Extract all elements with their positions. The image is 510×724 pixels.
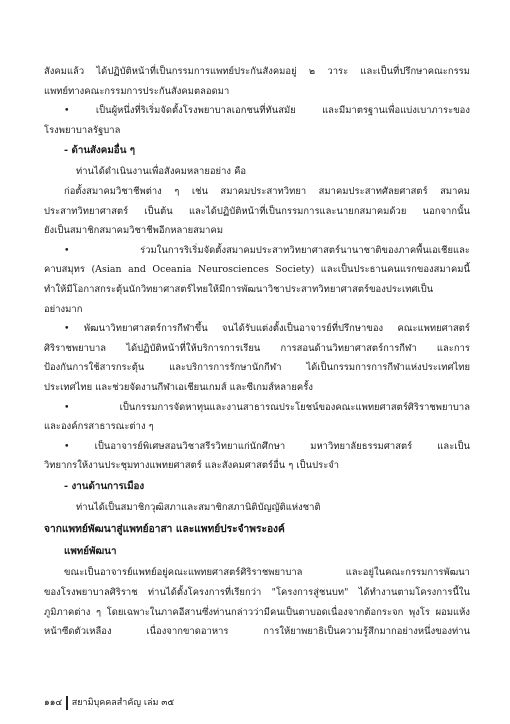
body-text-line: ป้องกันการใช้สารกระตุ้น และบริการการรักษานักกีฬา ได้เป็นกรรมการการกีฬาแห่งประเทศไทย (44, 362, 470, 374)
page-number: ๑๑๔ (44, 698, 63, 708)
body-text-line: โรงพยาบาลรัฐบาล (44, 124, 121, 136)
body-text-line: วิทยากรให้งานประชุมทางแพทยศาสตร์ และสังคมศาสตร์อื่น ๆ เป็นประจำ (44, 460, 340, 472)
body-text-line: • เป็นผู้หนึ่งที่ริเริ่มจัดตั้งโรงพยาบาลเอกชนที่ทันสมัย และมีมาตรฐานเพื่อแบ่งเบาภาระของ (64, 105, 470, 117)
section-heading: จากแพทย์พัฒนาสู่แพทย์อาสา และแพทย์ประจำพระองค์ (44, 523, 285, 536)
body-text-line: สังคมแล้ว ได้ปฏิบัติหน้าที่เป็นกรรมการแพทย์ประกันสังคมอยู่ ๒ วาระ และเป็นที่ปรึกษาคณะกรรม (44, 66, 470, 77)
body-text-line: ของโรงพยาบาลศิริราช ท่านได้ตั้งโครงการที่เรียกว่า "โครงการสู่ชนบท" ได้ทำงานตามโครงการนี้ใน (44, 587, 470, 599)
section-heading: - ด้านสังคมอื่น ๆ (64, 145, 136, 157)
body-text-line: ท่านได้ดำเนินงานเพื่อสังคมหลายอย่าง คือ (76, 166, 247, 178)
body-text-line: • ร่วมในการริเริ่มจัดตั้งสมาคมประสาทวิทยาศาสตร์นานาชาติของภาคพื้นเอเชียและ (64, 244, 470, 256)
body-text-line: • พัฒนาวิทยาศาสตร์การกีฬาขึ้น จนได้รับแต่งตั้งเป็นอาจารย์ที่ปรึกษาของ คณะแพทยศาสตร์ (64, 323, 470, 335)
body-text-line: แพทย์ทางคณะกรรมการประกันสังคมตลอดมา (44, 85, 230, 97)
body-text-line: ทำให้มีโอกาสกระตุ้นนักวิทยาศาสตร์ไทยให้มีการพัฒนาวิชาประสาทวิทยาศาสตร์ของประเทศเป็น (44, 283, 434, 295)
body-text-line: • เป็นอาจารย์พิเศษสอนวิชาสรีรวิทยาแก่นักศึกษา มหาวิทยาลัยธรรมศาสตร์ และเป็น (64, 440, 470, 452)
body-text-line: ขณะเป็นอาจารย์แพทย์อยู่คณะแพทยศาสตร์ศิริราชพยาบาล และอยู่ในคณะกรรมการพัฒนา (64, 567, 470, 579)
body-text-line: ภูมิภาคต่าง ๆ โดยเฉพาะในภาคอีสานซึ่งท่านกล่าวว่ามีคนเป็นตาบอดเนื่องจากต้อกระจก พุงโร ผอมแห้ง (44, 606, 470, 618)
body-text-line: หน้าซีดตัวเหลือง เนื่องจากขาดอาหาร การให้ยาพยาธิเป็นความรู้สึกมากอย่างหนึ่งของท่าน (44, 626, 470, 638)
body-text-line: ประเทศไทย และช่วยจัดงานกีฬาเอเชียนเกมส์ และซีเกมส์หลายครั้ง (44, 381, 313, 393)
footer-divider (66, 696, 68, 710)
body-text-line: อย่างมาก (44, 303, 83, 315)
running-title: สยามิบุคคลสำคัญ เล่ม ๓๕ (71, 698, 175, 708)
body-text-line: ยังเป็นสมาชิกสมาคมวิชาชีพอีกหลายสมาคม (44, 225, 224, 237)
body-text-line: ก่อตั้งสมาคมวิชาชีพต่าง ๆ เช่น สมาคมประสาทวิทยา สมาคมประสาทศัลยศาสตร์ สมาคม (64, 185, 470, 197)
body-text-line: • เป็นกรรมการจัดหาทุนและงานสาธารณประโยชน์ของคณะแพทยศาสตร์ศิริราชพยาบาล (64, 401, 470, 413)
body-text-line: ท่านได้เป็นสมาชิกวุฒิสภาและสมาชิกสภานิติบัญญัติแห่งชาติ (76, 501, 321, 513)
body-text-line: และองค์กรสาธารณะต่าง ๆ (44, 421, 154, 433)
body-text-line: ประสาทวิทยาศาสตร์ เป็นต้น และได้ปฏิบัติหน้าที่เป็นกรรมการและนายกสมาคมด้วย นอกจากนั้น (44, 205, 470, 217)
body-text-line: คาบสมุทร (Asian and Oceania Neurosciences Society) และเป็นประธานคนแรกของสมาคมนี้ (44, 264, 470, 276)
section-heading: แพทย์พัฒนา (64, 546, 117, 558)
section-heading: - งานด้านการเมือง (64, 480, 145, 492)
body-text-line: ศิริราชพยาบาล ได้ปฏิบัติหน้าที่ให้บริการการเรียน การสอนด้านวิทยาศาสตร์การกีฬา และการ (44, 342, 470, 354)
page-footer (44, 696, 174, 710)
